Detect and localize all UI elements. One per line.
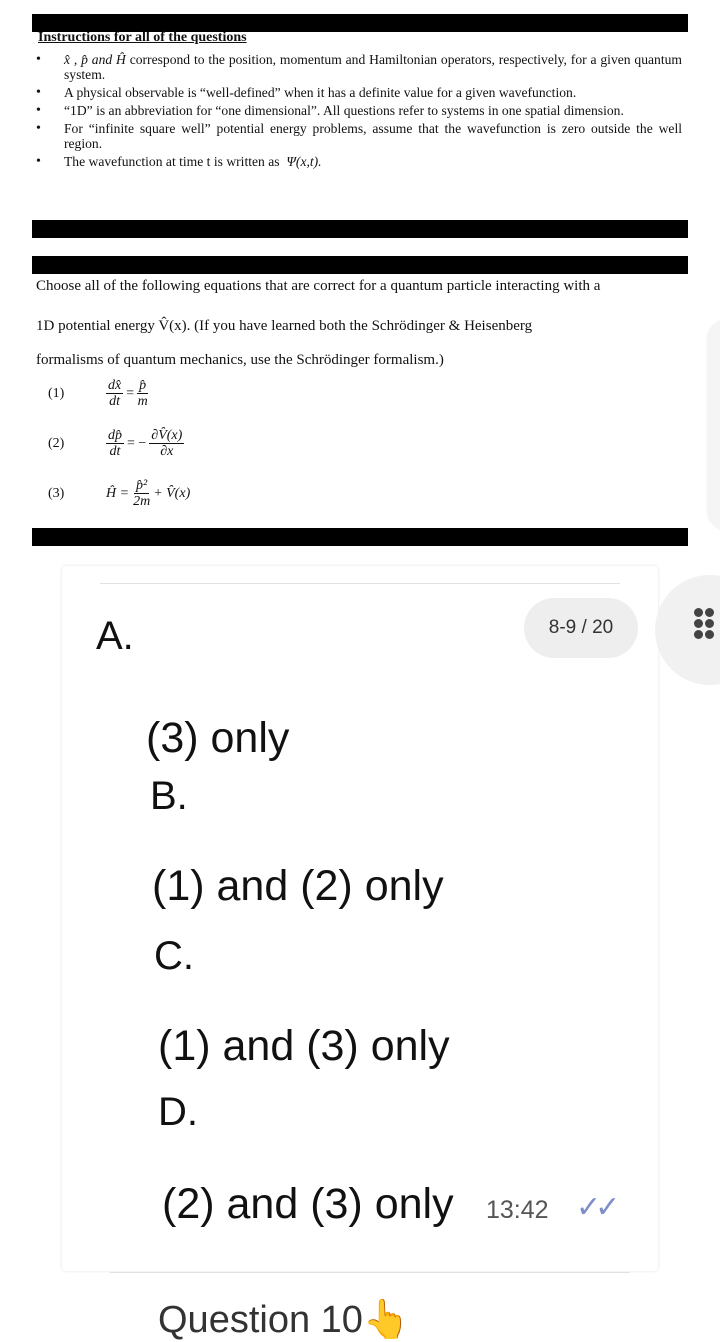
divider-black-bar bbox=[32, 220, 688, 238]
bottom-black-bar bbox=[32, 528, 688, 546]
option-d-text: (2) and (3) only bbox=[162, 1180, 454, 1228]
pointing-hand-icon: 👆 bbox=[362, 1299, 411, 1341]
question-top-bar bbox=[32, 256, 688, 274]
side-scroll-handle[interactable] bbox=[708, 320, 720, 530]
instruction-item: • A physical observable is “well-defined” when it has a definite value for a given wavefunction. bbox=[36, 85, 577, 100]
question-line-1: Choose all of the following equations that are correct for a quantum particle interacting with a bbox=[36, 278, 601, 294]
bubble-bottom-divider bbox=[110, 1272, 630, 1273]
message-bubble[interactable] bbox=[62, 566, 658, 1271]
equation-3: (3) Ĥ = $\frac{\text{p̂²}}{2m}$ + V̂(x) bbox=[48, 478, 191, 509]
page-indicator: 8-9 / 20 bbox=[524, 598, 638, 658]
message-timestamp: 13:42 bbox=[486, 1196, 549, 1224]
instruction-item: • The wavefunction at time t is written as Ψ(x,t). bbox=[36, 154, 322, 169]
option-c-letter: C. bbox=[154, 934, 194, 978]
option-c-text: (1) and (3) only bbox=[158, 1022, 450, 1070]
option-d-letter: D. bbox=[158, 1090, 198, 1134]
equation-1: (1) $\frac{dx̂}{dt}$ = $\frac{p̂}{m}$ bbox=[48, 378, 148, 409]
option-b-text: (1) and (2) only bbox=[152, 862, 444, 910]
instructions-list bbox=[36, 52, 682, 172]
option-b-letter: B. bbox=[150, 774, 188, 818]
read-receipt-icon: ✓✓ bbox=[576, 1190, 615, 1225]
option-a-text: (3) only bbox=[146, 714, 290, 762]
instruction-item: • For “infinite square well” potential energy problems, assume that the wavefunction is zero outside the well region. bbox=[36, 121, 682, 151]
instruction-item: • x̂ , p̂ and Ĥ correspond to the position, momentum and Hamiltonian operators, respectively, for a given quantum system. bbox=[36, 52, 682, 82]
instructions-title: Instructions for all of the questions bbox=[38, 30, 247, 45]
question-line-3: formalisms of quantum mechanics, use the Schrödinger formalism.) bbox=[36, 352, 444, 368]
more-icon bbox=[694, 608, 716, 644]
bubble-top-divider bbox=[100, 583, 620, 584]
question-line-2: 1D potential energy V̂(x). (If you have learned both the Schrödinger & Heisenberg bbox=[36, 318, 533, 334]
instruction-item: • “1D” is an abbreviation for “one dimensional”. All questions refer to systems in one spatial dimension. bbox=[36, 103, 624, 118]
next-message-preview[interactable]: Question 10👆 bbox=[158, 1299, 411, 1341]
equation-2: (2) $\frac{dp̂}{dt}$ = − $\frac{\partial V̂(x)}{\partial x}$ bbox=[48, 428, 183, 459]
option-a-letter: A. bbox=[96, 614, 134, 658]
